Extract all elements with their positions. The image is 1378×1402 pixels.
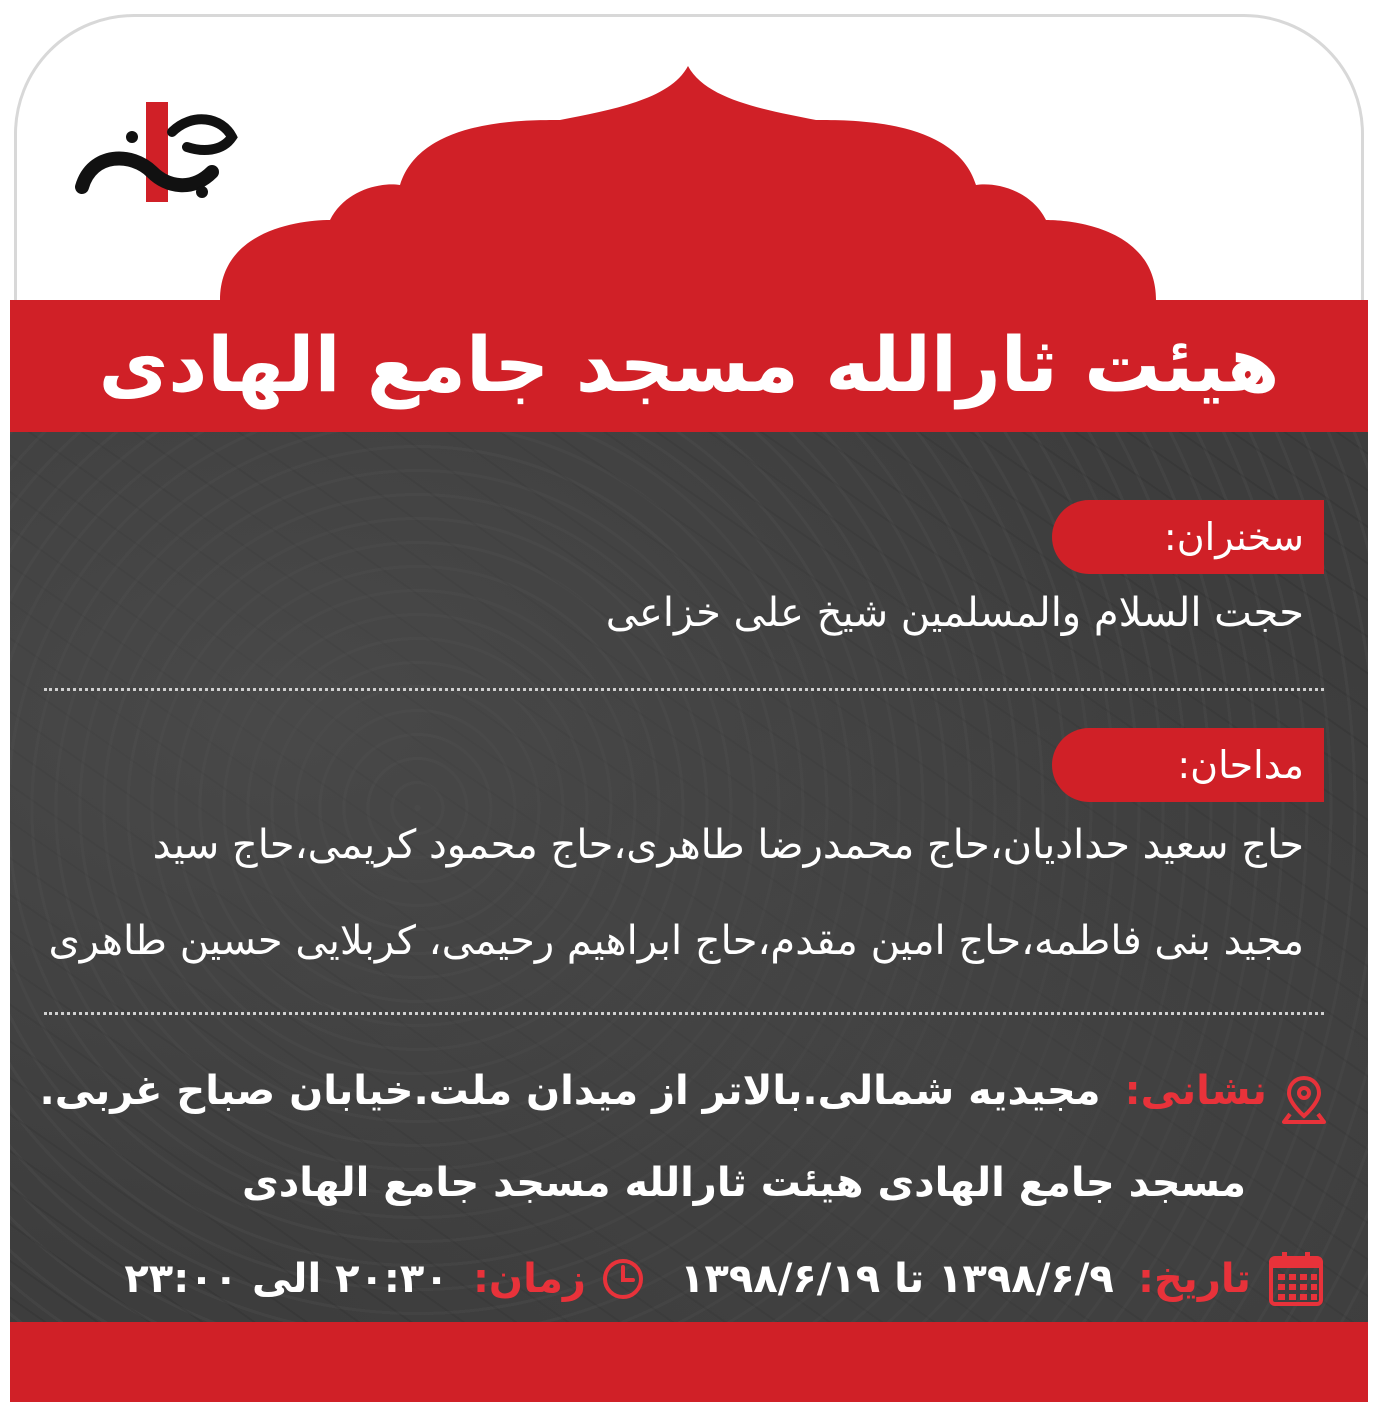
schedule-row [124, 1250, 1324, 1314]
page-title: هیئت ثارالله مسجد جامع الهادی [98, 320, 1280, 409]
address-row [40, 1068, 1326, 1128]
date-value: ۱۳۹۸/۶/۹ تا ۱۳۹۸/۶/۱۹ [680, 1256, 1114, 1302]
bottom-red-strip [10, 1322, 1368, 1402]
speakers-label: سخنران: [1052, 500, 1324, 574]
address-line-2: مسجد جامع الهادی هیئت ثارالله مسجد جامع الهادی [242, 1160, 1246, 1206]
time-label: زمان: [472, 1256, 586, 1302]
dotted-divider [44, 1012, 1324, 1015]
location-pin-icon [1282, 1074, 1326, 1126]
calendar-icon [1268, 1250, 1324, 1308]
singers-line-2: مجید بنی فاطمه،حاج امین مقدم،حاج ابراهیم رحیمی، کربلایی حسین طاهری [48, 918, 1304, 964]
address-label: نشانی: [1124, 1068, 1267, 1114]
atigh-logo [72, 92, 252, 212]
date-label: تاریخ: [1137, 1256, 1251, 1302]
dotted-divider [44, 688, 1324, 691]
speaker-name: حجت السلام والمسلمین شیخ علی خزاعی [605, 590, 1304, 636]
time-value: ۲۰:۳۰ الی ۲۳:۰۰ [124, 1256, 449, 1302]
singers-label: مداحان: [1052, 728, 1324, 802]
singers-line-1: حاج سعید حدادیان،حاج محمدرضا طاهری،حاج محمود کریمی،حاج سید [152, 822, 1304, 868]
address-line-1: مجیدیه شمالی.بالاتر از میدان ملت.خیابان صباح غربی. [39, 1068, 1101, 1114]
clock-icon [601, 1257, 645, 1301]
